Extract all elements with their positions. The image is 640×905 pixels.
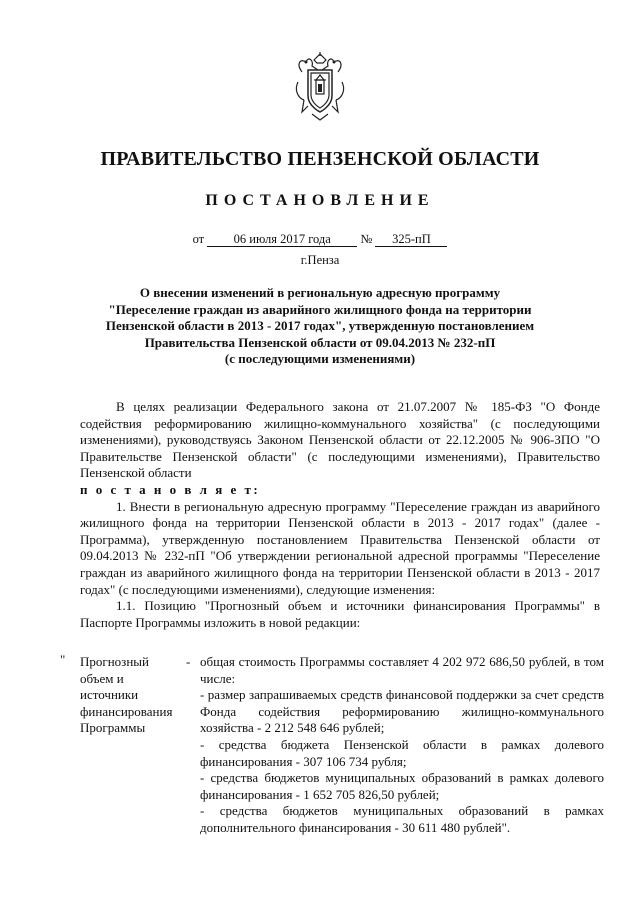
open-quote: "	[60, 652, 66, 667]
position-dash: -	[186, 654, 191, 669]
city: г.Пенза	[300, 253, 340, 267]
decree-number: 325-пП	[375, 233, 447, 247]
position-label: Прогнозный объем и источники финансирования Программы	[80, 654, 173, 736]
funding-line: - средства бюджета Пензенской области в рамках долевого финансирования - 307 106 734 рубля;	[200, 736, 604, 769]
resolves-word: п о с т а н о в л я е т:	[80, 481, 261, 497]
government-name: ПРАВИТЕЛЬСТВО ПЕНЗЕНСКОЙ ОБЛАСТИ	[100, 148, 540, 170]
document-type: ПОСТАНОВЛЕНИЕ	[205, 192, 435, 209]
decree-title	[60, 285, 580, 368]
funding-line: общая стоимость Программы составляет 4 202 972 686,50 рублей, в том числе:	[200, 654, 604, 686]
item-1-1-paragraph: 1.1. Позицию "Прогнозный объем и источники финансирования Программы" в Паспорте Программы изложить в новой редакции:	[80, 598, 600, 630]
funding-line: - размер запрашиваемых средств финансовой поддержки за счет средств Фонда содействия реформированию жилищно-коммунального хозяйства - 2 212 548 646 рублей;	[200, 687, 604, 736]
coat-of-arms-icon	[292, 52, 348, 122]
title-line: О внесении изменений в региональную адресную программу	[139, 285, 501, 300]
title-line: "Переселение граждан из аварийного жилищного фонда на территории	[108, 301, 532, 317]
from-label: от	[192, 232, 205, 246]
funding-line: - средства бюджетов муниципальных образований в рамках дополнительного финансирования - 30 611 480 рублей".	[200, 803, 604, 835]
title-line: Пензенской области в 2013 - 2017 годах", утвержденную постановлением	[105, 318, 535, 334]
title-line: Правительства Пензенской области от 09.04.2013 № 232-пП	[144, 334, 496, 350]
position-value	[200, 654, 604, 837]
funding-line: - средства бюджетов муниципальных образований в рамках долевого финансирования - 1 652 705 826,50 рублей;	[200, 770, 604, 802]
decree-date: 06 июля 2017 года	[207, 233, 357, 247]
title-line: (с последующими изменениями)	[224, 351, 416, 367]
number-label: №	[360, 232, 373, 246]
preamble-paragraph: В целях реализации Федерального закона от 21.07.2007 № 185-ФЗ "О Фонде содействия реформированию жилищно-коммунального хозяйства" (с последующими изменениями), руководствуясь Законом Пензенской области от 22.12.2005 № 906-ЗПО "О Правительстве Пензенской области" (с последующими изменениями), Правительство Пензенской области	[80, 399, 600, 481]
item-1-paragraph: 1. Внести в региональную адресную программу "Переселение граждан из аварийного жилищного фонда на территории Пензенской области в 2013 - 2017 годах" (далее - Программа), утвержденную постановлением Правительства Пензенской области от 09.04.2013 № 232-пП "Об утверждении региональной адресной программы "Переселение граждан из аварийного жилищного фонда на территории Пензенской области в 2013 - 2017 годах" (с последующими изменениями), следующие изменения:	[80, 498, 600, 597]
decree-body	[80, 399, 600, 631]
date-line	[0, 232, 640, 247]
